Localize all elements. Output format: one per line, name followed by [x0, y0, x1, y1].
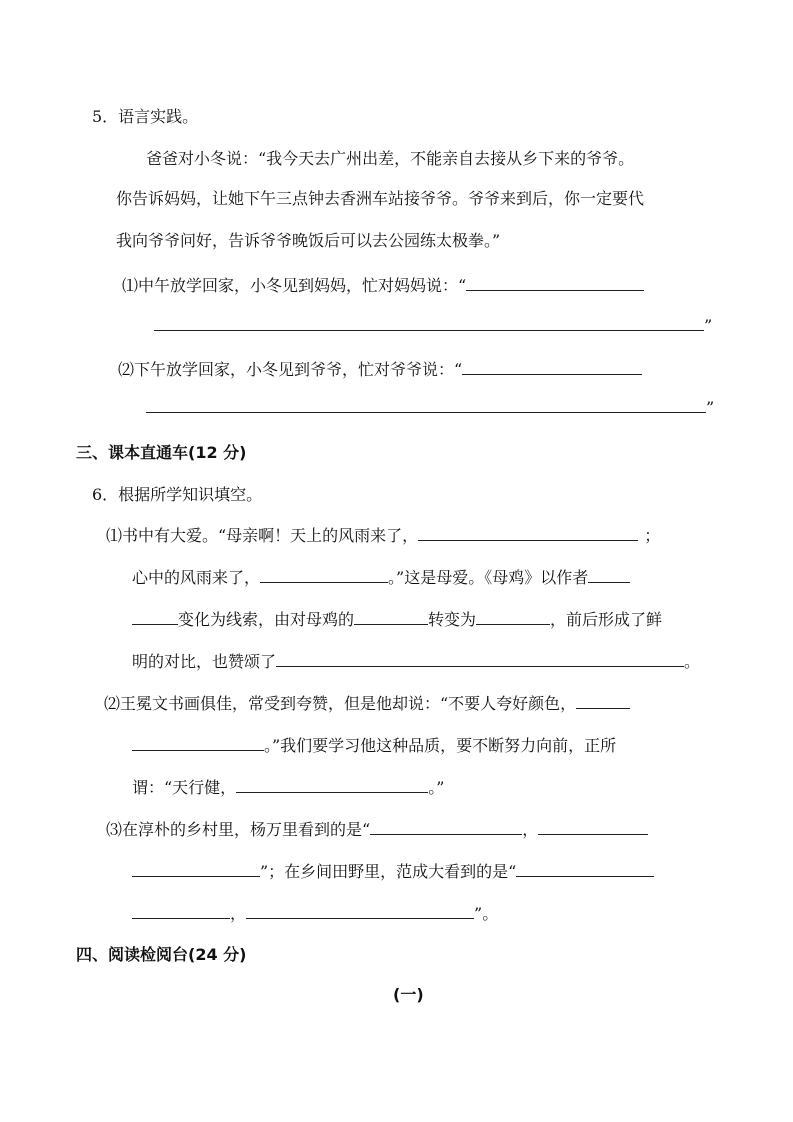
q6-p1-blank-6[interactable] — [476, 606, 550, 625]
q5-sub1-close-quote: ” — [704, 316, 713, 335]
q6-p1-line-3 — [132, 606, 662, 632]
q6-p2-blank-1[interactable] — [576, 690, 630, 709]
q6-p1-text-d: 明的对比，也赞颂了 — [132, 652, 277, 671]
q5-sub1-prompt: ⑴中午放学回家，小冬见到妈妈，忙对妈妈说：“ — [122, 276, 467, 295]
q5-sub1-answer-blank-2[interactable] — [154, 312, 704, 331]
q6-p1-line-2 — [132, 564, 630, 590]
q5-paragraph-line-2: 你告诉妈妈，让她下午三点钟去香洲车站接爷爷。爷爷来到后，你一定要代 — [116, 189, 645, 208]
q6-p1-text-b: 心中的风雨来了， — [132, 568, 261, 587]
q6-p2-text-c: 谓：“天行健， — [132, 778, 237, 797]
reading-part-1-label: (一) — [393, 985, 424, 1004]
q6-p2-blank-3[interactable] — [236, 774, 428, 793]
q6-p1-blank-4[interactable] — [132, 606, 178, 625]
q5-sub2-prompt: ⑵下午放学回家，小冬见到爷爷，忙对爷爷说：“ — [118, 360, 463, 379]
q6-p3-comma-1: ， — [522, 820, 539, 839]
q6-p3-blank-3[interactable] — [132, 858, 260, 877]
q6-p2-line-3 — [132, 774, 444, 800]
q5-sub2-answer-blank-2[interactable] — [146, 394, 706, 413]
q6-p1-text-c3: ，前后形成了鲜 — [550, 610, 663, 629]
q6-p3-line-2 — [132, 858, 654, 884]
q6-p1-semicolon: ； — [644, 526, 661, 545]
q6-p1-line-1 — [106, 522, 660, 548]
q6-p1-blank-3[interactable] — [588, 564, 630, 583]
q6-p3-blank-1[interactable] — [370, 816, 522, 835]
q5-sub2-line — [118, 356, 642, 382]
q6-p1-text-c1: 变化为线索，由对母鸡的 — [178, 610, 355, 629]
q6-p3-blank-6[interactable] — [246, 900, 474, 919]
q5-paragraph-line-1: 爸爸对小冬说：“我今天去广州出差，不能亲自去接从乡下来的爷爷。 — [146, 149, 635, 168]
q6-p2-blank-2[interactable] — [132, 732, 264, 751]
q5-paragraph-line-3: 我向爷爷问好，告诉爷爷晚饭后可以去公园练太极拳。” — [116, 231, 501, 250]
q6-p1-blank-2[interactable] — [260, 564, 388, 583]
q6-p3-comma-2: ， — [230, 904, 247, 923]
section-3-heading: 三、课本直通车(12 分) — [76, 443, 247, 462]
q6-p3-text-b: ”；在乡间田野里，范成大看到的是“ — [260, 862, 517, 881]
q6-p3-line-3 — [132, 900, 498, 926]
q6-p2-text-a: ⑵王冕文书画俱佳，常受到夸赞，但是他却说：“不要人夸好颜色， — [104, 694, 577, 713]
q6-p3-close: ”。 — [474, 904, 499, 923]
q6-p2-line-1 — [104, 690, 630, 716]
q5-sub2-close-quote: ” — [706, 398, 715, 417]
q6-p1-blank-7[interactable] — [276, 648, 684, 667]
q6-p2-text-b: 。”我们要学习他这种品质，要不断努力向前，正所 — [264, 736, 617, 755]
q6-p1-period: 。 — [684, 652, 701, 671]
q5-sub1-answer-blank-1[interactable] — [466, 272, 644, 291]
q6-p2-line-2 — [132, 732, 616, 758]
q6-p3-blank-5[interactable] — [132, 900, 230, 919]
q6-p3-text-a: ⑶在淳朴的乡村里，杨万里看到的是“ — [106, 820, 371, 839]
q5-sub2-answer-blank-1[interactable] — [462, 356, 642, 375]
q5-sub1-line-2 — [154, 312, 712, 338]
q6-p1-blank-1[interactable] — [418, 522, 638, 541]
q6-p3-line-1 — [106, 816, 648, 842]
q6-p1-text-c2: 转变为 — [428, 610, 477, 629]
q5-sub1-line — [122, 272, 644, 298]
q6-title: 6．根据所学知识填空。 — [92, 485, 263, 504]
q5-title: 5．语言实践。 — [92, 107, 199, 126]
q6-p1-blank-5[interactable] — [354, 606, 428, 625]
q6-p3-blank-2[interactable] — [538, 816, 648, 835]
q6-p2-text-c-end: 。” — [428, 778, 445, 797]
q6-p1-text-b-mid: 。”这是母爱。《母鸡》以作者 — [388, 568, 589, 587]
section-4-heading: 四、阅读检阅台(24 分) — [76, 945, 247, 964]
q6-p3-blank-4[interactable] — [516, 858, 654, 877]
q6-p1-text-a: ⑴书中有大爱。“母亲啊！天上的风雨来了， — [106, 526, 419, 545]
q5-sub2-line-2 — [146, 394, 714, 420]
q6-p1-line-4 — [132, 648, 700, 674]
